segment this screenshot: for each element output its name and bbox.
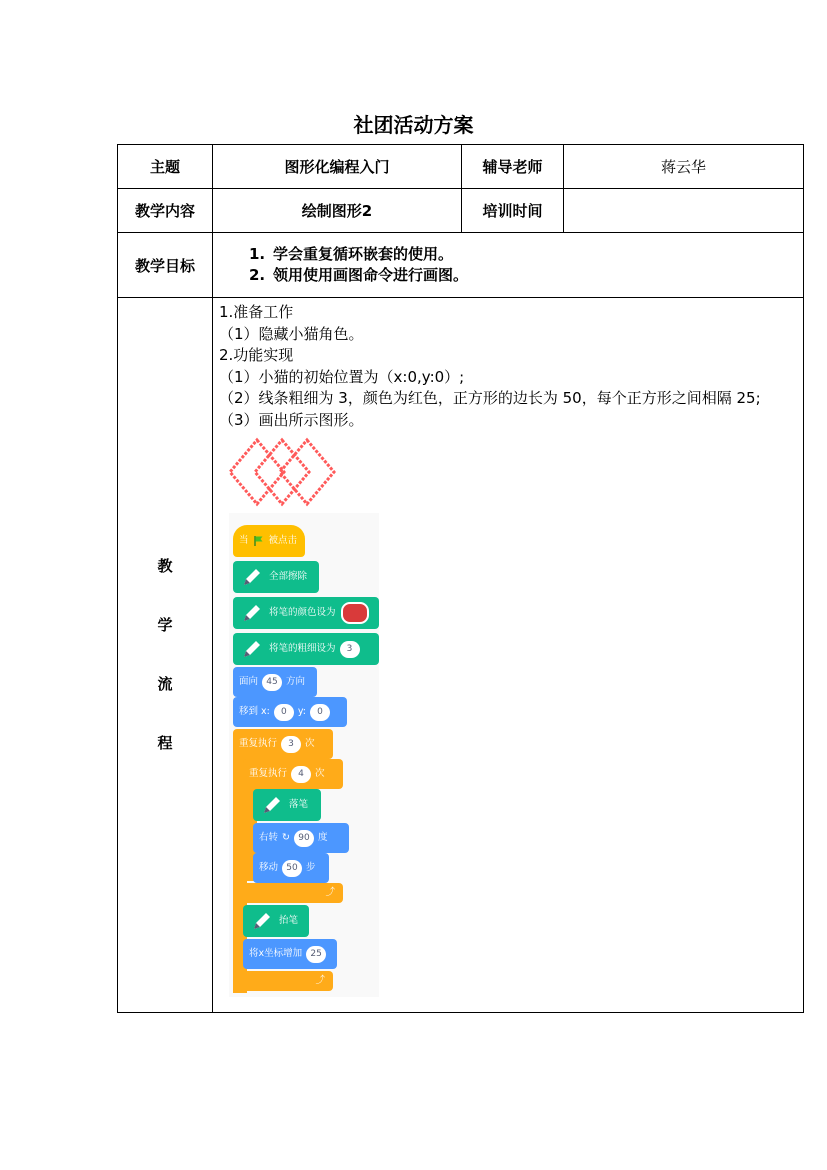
step-line: （1）隐藏小猫角色。 [219, 324, 364, 343]
content-value: 绘制图形2 [213, 189, 462, 233]
turn-right-block[interactable]: 右转 ↻ 90 度 [253, 823, 349, 853]
step-line: （3）画出所示图形。 [219, 410, 364, 429]
loop-arrow-icon: ⤴ [315, 975, 325, 987]
pen-icon [238, 636, 264, 662]
change-x-input[interactable]: 25 [306, 946, 326, 963]
clear-block[interactable]: 全部擦除 [233, 561, 319, 593]
row-content [118, 189, 804, 233]
pen-icon [248, 908, 274, 934]
pen-down-block[interactable]: 落笔 [253, 789, 321, 821]
point-direction-block[interactable]: 面向 45 方向 [233, 667, 317, 697]
teacher-value: 蒋云华 [564, 145, 804, 189]
scratch-script [229, 513, 379, 997]
target-shape-figure [227, 437, 347, 509]
green-flag-icon [253, 535, 265, 547]
set-pen-size-block[interactable]: 将笔的粗细设为 3 [233, 633, 379, 665]
pen-icon [258, 792, 284, 818]
page-title: 社团活动方案 [353, 113, 474, 137]
size-input[interactable]: 3 [340, 641, 360, 658]
label-teacher: 辅导老师 [462, 145, 564, 189]
plan-table [117, 144, 804, 1013]
repeat-outer-input[interactable]: 3 [281, 736, 301, 753]
goal-item: 1. 学会重复循环嵌套的使用。 [249, 245, 454, 263]
label-time: 培训时间 [462, 189, 564, 233]
repeat-inner-block[interactable]: 重复执行 4 次 [243, 759, 343, 789]
step-line: 2.功能实现 [219, 346, 294, 364]
repeat-inner-input[interactable]: 4 [291, 766, 311, 783]
rotate-right-icon: ↻ [282, 832, 290, 844]
row-goal [118, 233, 804, 298]
pen-up-block[interactable]: 抬笔 [243, 905, 309, 937]
row-topic [118, 145, 804, 189]
loop-arrow-icon: ⤴ [325, 887, 335, 899]
square-shape [230, 440, 284, 504]
step-line: （2）线条粗细为 3，颜色为红色，正方形的边长为 50，每个正方形之间相隔 25; [219, 389, 761, 407]
repeat-outer-block[interactable]: 重复执行 3 次 [233, 729, 333, 759]
square-shape [280, 440, 334, 504]
time-value [564, 189, 804, 233]
y-input[interactable]: 0 [310, 704, 330, 721]
pen-icon [238, 564, 264, 590]
repeat-outer-end [233, 971, 333, 991]
step-line: 1.准备工作 [219, 303, 294, 321]
row-flow [118, 298, 804, 1013]
label-topic: 主题 [118, 145, 213, 189]
label-goal: 教学目标 [118, 233, 213, 298]
topic-value: 图形化编程入门 [213, 145, 462, 189]
goal-list [213, 233, 804, 298]
step-line: （1）小猫的初始位置为（x:0,y:0）; [219, 367, 465, 386]
x-input[interactable]: 0 [274, 704, 294, 721]
square-shape [255, 440, 309, 504]
degrees-input[interactable]: 90 [294, 830, 314, 847]
label-flow: 教 学 流 程 [118, 298, 213, 1013]
when-flag-block[interactable]: 当 被点击 [233, 525, 305, 557]
set-pen-color-block[interactable]: 将笔的颜色设为 [233, 597, 379, 629]
pen-icon [238, 600, 264, 626]
goal-item: 2. 领用使用画图命令进行画图。 [249, 266, 469, 284]
steps-input[interactable]: 50 [282, 860, 302, 877]
repeat-inner-end [243, 883, 343, 903]
color-swatch[interactable] [341, 602, 369, 624]
change-x-block[interactable]: 将x坐标增加 25 [243, 939, 337, 969]
label-content: 教学内容 [118, 189, 213, 233]
move-steps-block[interactable]: 移动 50 步 [253, 853, 329, 883]
goto-xy-block[interactable]: 移到 x: 0 y: 0 [233, 697, 347, 727]
direction-input[interactable]: 45 [262, 674, 282, 691]
flow-content [213, 298, 804, 1013]
